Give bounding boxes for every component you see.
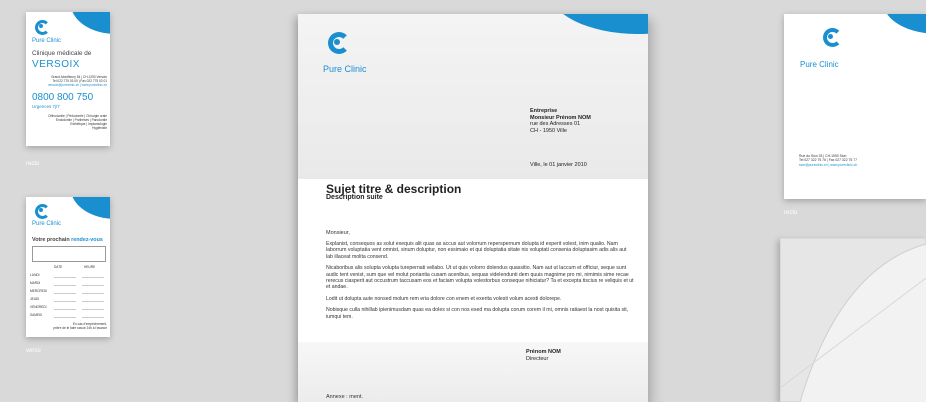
logo-dot-back bbox=[39, 208, 43, 212]
logo-icon bbox=[35, 20, 50, 35]
letter-paragraph: Explanist, consequos as solut exequis alit quas as accus aut volorrum reperspernum dolupta id experit volest, inim qualio. Nam laborrum voluptatia vent omnist, sinum doluptur, non essimaio et qui doluptatia sitate nis voluptati consenia doluptasim adis alis aut lab illaceat molita consend. bbox=[326, 241, 627, 260]
recipient-line: Entreprise bbox=[530, 108, 558, 114]
day-row bbox=[30, 313, 108, 321]
env-tel: Tel 027 322 75 76 | Fax 027 322 75 77 bbox=[799, 158, 858, 163]
letter-annexe: Annexe : ment. bbox=[326, 394, 363, 400]
letter-paragraph: Lodit ut dolupta aute nonsed molum rem eria dolore con enem et exerita volesti volum acesti dolorepe. bbox=[326, 295, 562, 302]
letterhead bbox=[298, 14, 648, 402]
card-services bbox=[27, 114, 107, 130]
letter-footer-band bbox=[298, 342, 648, 402]
signature-name: Prénom NOM bbox=[526, 349, 561, 355]
note-2: prière de le faire savoir 24h à l'avance bbox=[53, 326, 107, 330]
appointment-heading-b: rendez-vous bbox=[71, 237, 103, 243]
card-web: versoix@pureclinic.ch | www.pureclinic.ch bbox=[48, 83, 107, 87]
recipient-line: rue des Adresses 01 bbox=[530, 121, 581, 127]
days-list bbox=[30, 273, 108, 321]
envelope-flap bbox=[780, 238, 926, 402]
card-tel: Tel 022 775 03 00 | Fax 022 775 03 01 bbox=[52, 79, 107, 83]
signature-block bbox=[526, 349, 561, 362]
card-address: Grand-Montfleury 54 | CH-1290 Versoix bbox=[51, 75, 107, 79]
business-card-front bbox=[26, 12, 110, 146]
day-row bbox=[30, 297, 108, 305]
env-web: sion@pureclinic.ch | www.pureclinic.ch bbox=[799, 162, 858, 167]
card-services-2: Endodontie | Prothèses | Parodontie bbox=[55, 118, 107, 122]
day-label: JEUDI bbox=[30, 297, 40, 301]
card-contact bbox=[27, 75, 107, 87]
card-services-1: Orthodontie | Pédodontie | Chirurgie orale bbox=[48, 114, 107, 118]
appointment-note bbox=[27, 322, 107, 330]
col-date: DATE bbox=[54, 265, 63, 269]
envelope-card-front bbox=[784, 14, 926, 199]
letter-body bbox=[326, 241, 634, 325]
day-row bbox=[30, 305, 108, 313]
name-box bbox=[32, 246, 106, 262]
day-label: VENDREDI bbox=[30, 305, 47, 309]
label-recto-left: recto bbox=[26, 161, 40, 167]
letter-logo-dot bbox=[334, 39, 340, 45]
brand-name-back: Pure Clinic bbox=[32, 221, 62, 227]
note-1: En cas d'empêchement, bbox=[72, 322, 107, 326]
appointment-heading bbox=[32, 237, 103, 243]
signature-title: Directeur bbox=[526, 355, 549, 362]
day-row bbox=[30, 281, 108, 289]
day-label: MERCREDI bbox=[30, 289, 48, 293]
recipient-line: CH - 1950 Ville bbox=[530, 127, 567, 134]
label-verso: verso bbox=[26, 348, 41, 354]
logo-dot bbox=[39, 24, 43, 28]
card-urgences: Urgences 7j/7 bbox=[32, 104, 60, 109]
letter-subject-sub: Description suite bbox=[326, 194, 383, 201]
day-row bbox=[30, 289, 108, 297]
card-title: Clinique médicale de bbox=[32, 50, 92, 57]
envelope bbox=[780, 238, 926, 402]
letter-date: Ville, le 01 janvier 2010 bbox=[530, 162, 587, 168]
label-recto-right: recto bbox=[784, 210, 798, 216]
letter-header-band bbox=[298, 14, 648, 179]
env-brand-name: Pure Clinic bbox=[800, 60, 839, 69]
day-label: SAMEDI bbox=[30, 313, 43, 317]
business-card-back bbox=[26, 197, 110, 337]
env-contact bbox=[799, 154, 857, 167]
env-logo-dot bbox=[828, 34, 833, 39]
recipient-block bbox=[530, 108, 591, 134]
appointment-heading-a: Votre prochain bbox=[32, 237, 70, 243]
card-city: VERSOIX bbox=[32, 59, 80, 70]
recipient-line: Monsieur Prénom NOM bbox=[530, 114, 591, 121]
letter-paragraph: Nobisque culla nihillab ipienimusdam quas ea doles si con nos esed ma dolupta corum corem il mi, omnis ratiaest la nost quisita sit, iumqui tem. bbox=[326, 307, 629, 320]
letter-salutation: Monsieur, bbox=[326, 230, 350, 236]
logo-icon-back bbox=[35, 204, 50, 219]
letter-brand-name: Pure Clinic bbox=[323, 64, 367, 74]
card-services-3: Esthétique | Implantologie bbox=[70, 122, 107, 126]
env-corner-swoosh bbox=[884, 14, 926, 34]
brand-name: Pure Clinic bbox=[32, 38, 62, 44]
letter-paragraph: Nicaboribus alis solupta volupta turepernati vellabo. Ut ut quis volorro dolendus quassitio. Nam aut ut laccum et officiur, seque sunt audic tent venist, sum que vel molut poriantia cusam acenibus, sequas videlendunti dem quuis magnime pro mi, nimimis sime recae rerecus ciasperit aut occustrum taccusam eos et faciam volupta volestorbus conseque nihiciatur? Ta et excepta tiscius re veliquis et ut et andae. bbox=[326, 265, 634, 291]
letter-subject: Sujet titre & description bbox=[326, 182, 462, 196]
card-services-4: Hygiéniste bbox=[92, 126, 107, 130]
day-label: LUNDI bbox=[30, 273, 40, 277]
corner-swoosh-back bbox=[71, 197, 110, 219]
card-phone: 0800 800 750 bbox=[32, 92, 94, 103]
corner-swoosh bbox=[71, 12, 110, 34]
env-address: Rue du Sion 33 | CH-1950 Sion bbox=[799, 154, 847, 158]
day-row bbox=[30, 273, 108, 281]
day-label: MARDI bbox=[30, 281, 41, 285]
col-heure: HEURE bbox=[84, 265, 96, 269]
